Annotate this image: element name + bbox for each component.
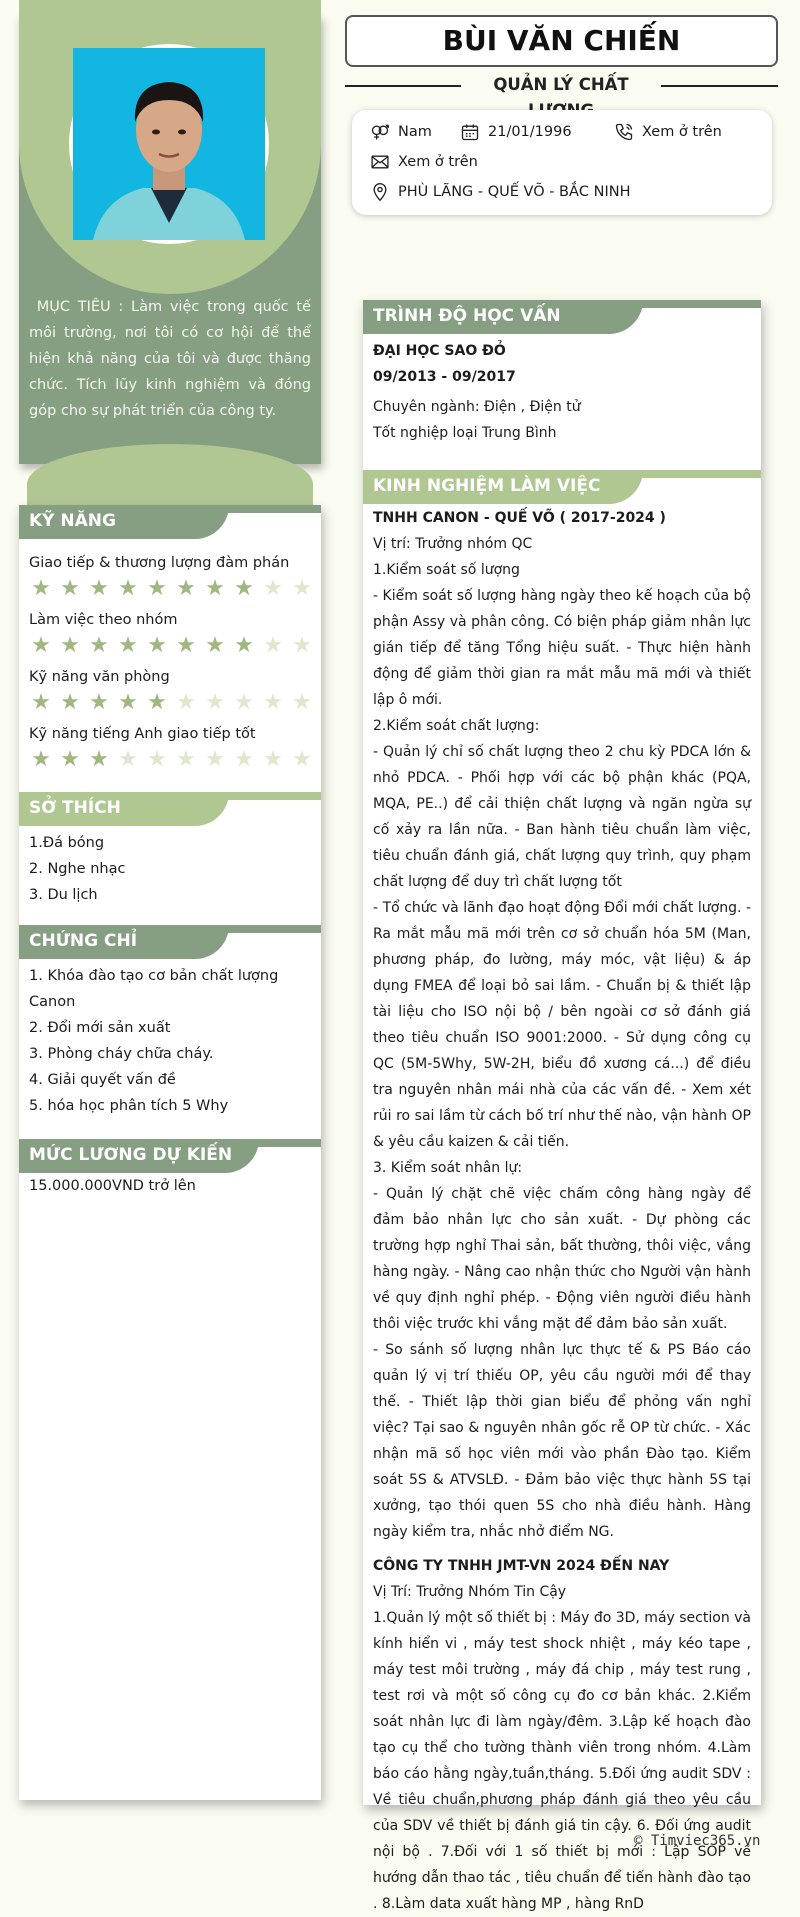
- job-title: QUẢN LÝ CHẤT: [461, 72, 661, 124]
- skill-label: Kỹ năng văn phòng: [29, 669, 170, 685]
- job-paragraph: - Quản lý chỉ số chất lượng theo 2 chu kỳ PDCA lớn & nhỏ PDCA. - Phối hợp với các bộ phận khác (PQA, MQA, PE..) để cải thiện chất lượng và ngăn ngừa sự cố xảy ra lần nữa. - Ban hành tiêu chuẩn làm việc, tiêu chuẩn đánh giá, chất lượng quy trình, quy phạm chất lượng để duy trì chất lượng tốt: [373, 744, 751, 890]
- star-icon: ★: [31, 633, 51, 658]
- contact-email: [370, 152, 478, 172]
- footer-watermark: © Timviec365.vn: [634, 1833, 761, 1849]
- star-icon: ★: [31, 690, 51, 715]
- job-position: Vị Trí: Trưởng Nhóm Tin Cậy: [373, 1584, 567, 1600]
- candidate-name: BÙI VĂN CHIẾN: [345, 15, 778, 67]
- star-icon: ★: [147, 690, 167, 715]
- star-icon: ★: [205, 633, 225, 658]
- education-period: 09/2013 - 09/2017: [373, 369, 516, 385]
- list-item: 5. hóa học phân tích 5 Why: [29, 1098, 229, 1114]
- star-icon: ★: [176, 690, 196, 715]
- skill-label: Kỹ năng tiếng Anh giao tiếp tốt: [29, 726, 256, 742]
- star-rating: [29, 634, 314, 658]
- gender-value: Nam: [398, 124, 432, 140]
- section-title: TRÌNH ĐỘ HỌC VẤN: [373, 306, 561, 326]
- job-paragraph: - Kiểm soát số lượng hàng ngày theo kế hoạch của bộ phận Assy và phân công. Có biện pháp giảm nhân lực gián tiếp để tăng Tổng hiệu suất. - Thực hiện hành động để giảm thời gian ra mắt mẫu mã mới và thiết lập ô mới.: [373, 588, 751, 708]
- job-paragraph: - Tổ chức và lãnh đạo hoạt động Đổi mới chất lượng. - Ra mắt mẫu mã mới trên cơ sở chuẩn hóa 5M (Man, phương pháp, đo lường, máy móc, vật liệu) & áp dụng FMEA để loại bỏ sai lầm. - Chuẩn bị & thiết lập tài liệu cho ISO nội bộ / bên ngoài cơ sở đánh giá theo tiêu chuẩn ISO 9001:2000. - Sử dụng công cụ QC (5M-5Why, 5W-2H, biểu đồ xương cá...) để điều tra nguyên nhân mái nhà của các vấn đề. - Xem xét rủi ro sai lầm từ cách bố trí như thế nào, vận hành OP & yêu cầu kaizen & cải tiến.: [373, 900, 751, 1150]
- certificates-list: [29, 963, 314, 1119]
- section-title: KINH NGHIỆM LÀM VIỆC: [373, 476, 601, 496]
- star-icon: ★: [292, 747, 312, 772]
- star-icon: ★: [234, 690, 254, 715]
- star-icon: ★: [60, 576, 80, 601]
- job-subheading: 2.Kiểm soát chất lượng:: [373, 718, 540, 734]
- job-company: CÔNG TY TNHH JMT-VN 2024 ĐẾN NAY: [373, 1558, 670, 1574]
- hobbies-header: [19, 792, 321, 826]
- star-icon: ★: [234, 576, 254, 601]
- star-icon: ★: [176, 633, 196, 658]
- star-icon: ★: [176, 576, 196, 601]
- star-icon: ★: [234, 633, 254, 658]
- skill-item: [29, 667, 314, 715]
- star-icon: ★: [147, 747, 167, 772]
- section-title: MỨC LƯƠNG DỰ KIẾN: [29, 1145, 233, 1165]
- star-icon: ★: [89, 747, 109, 772]
- star-icon: ★: [31, 576, 51, 601]
- address-value: PHÙ LÃNG - QUẾ VÕ - BẮC NINH: [398, 184, 631, 200]
- star-icon: ★: [263, 747, 283, 772]
- star-icon: ★: [205, 576, 225, 601]
- star-icon: ★: [60, 747, 80, 772]
- star-icon: ★: [263, 576, 283, 601]
- star-icon: ★: [118, 747, 138, 772]
- education-major: Chuyên ngành: Điện , Điện tử: [373, 399, 581, 415]
- mail-icon: [370, 152, 390, 172]
- list-item: 1.Đá bóng: [29, 835, 105, 851]
- star-icon: ★: [263, 633, 283, 658]
- star-icon: ★: [89, 690, 109, 715]
- list-item: 1. Khóa đào tạo cơ bản chất lượng Canon: [29, 968, 279, 1010]
- star-icon: ★: [118, 633, 138, 658]
- contact-gender: [370, 122, 432, 142]
- star-icon: ★: [118, 690, 138, 715]
- star-rating: [29, 691, 314, 715]
- star-icon: ★: [60, 633, 80, 658]
- contact-dob: [460, 122, 572, 142]
- salary-header: [19, 1139, 321, 1173]
- contact-phone: [614, 122, 722, 142]
- star-rating: [29, 748, 314, 772]
- phone-value: Xem ở trên: [642, 124, 722, 140]
- star-icon: ★: [147, 576, 167, 601]
- salary-value: 15.000.000VND trở lên: [29, 1178, 196, 1194]
- career-objective: MỤC TIÊU : Làm việc trong quốc tế môi trường, nơi tôi có cơ hội để thể hiện khả năng của tôi và được thăng chức. Tích lũy kinh nghiệm và đóng góp cho sự phát triển của công ty.: [29, 299, 316, 419]
- hobbies-list: [29, 830, 314, 908]
- contact-address: [370, 182, 631, 202]
- job-subheading: 3. Kiểm soát nhân lự:: [373, 1160, 523, 1176]
- job-paragraph: 1.Quản lý một số thiết bị : Máy đo 3D, máy section và kính hiển vi , máy test shock nhiệt , máy kéo tape , máy test môi trường , máy đá chip , máy test rung , test rơi và một số công cụ đo cơ bản khác. 2.Kiểm soát nhân lực đi làm ngày/đêm. 3.Lập kế hoạch đào tạo cụ thể cho tường thành viên trong nhóm. 4.Làm báo cáo hằng ngày,tuần,tháng. 5.Đối ứng audit SDV : Về tiêu chuẩn,phương pháp đánh giá theo yêu cầu của SDV về thiết bị đánh giá tin cậy. 6. Đối ứng audit nội bộ . 7.Đối với 1 số thiết bị mới : Lập SOP về hướng dẫn thao tác , tiêu chuẩn để tiến hành đào tạo . 8.Làm data xuất hàng MP , hàng RnD: [373, 1610, 751, 1912]
- experience-header: [363, 470, 761, 504]
- skill-item: [29, 724, 314, 772]
- star-icon: ★: [147, 633, 167, 658]
- star-icon: ★: [60, 690, 80, 715]
- profile-card: [19, 14, 321, 464]
- star-rating: [29, 577, 314, 601]
- list-item: 2. Nghe nhạc: [29, 861, 126, 877]
- education-grade: Tốt nghiệp loại Trung Bình: [373, 425, 557, 441]
- education-header: [363, 300, 761, 334]
- school-name: ĐẠI HỌC SAO ĐỎ: [373, 343, 506, 359]
- skill-label: Làm việc theo nhóm: [29, 612, 178, 628]
- avatar: [69, 44, 269, 244]
- star-icon: ★: [292, 576, 312, 601]
- star-icon: ★: [292, 633, 312, 658]
- section-title: KỸ NĂNG: [29, 511, 116, 531]
- star-icon: ★: [205, 690, 225, 715]
- star-icon: ★: [89, 576, 109, 601]
- star-icon: ★: [89, 633, 109, 658]
- dob-value: 21/01/1996: [488, 124, 572, 140]
- gender-icon: [370, 122, 390, 142]
- contact-card: [352, 110, 772, 215]
- section-title: SỞ THÍCH: [29, 798, 121, 818]
- star-icon: ★: [263, 690, 283, 715]
- certificates-header: [19, 925, 321, 959]
- list-item: 3. Phòng cháy chữa cháy.: [29, 1046, 214, 1062]
- skill-label: Giao tiếp & thương lượng đàm phán: [29, 555, 290, 571]
- location-pin-icon: [370, 182, 390, 202]
- job-paragraph: - So sánh số lượng nhân lực thực tế & PS Báo cáo quản lý vị trí thiếu OP, yêu cầu người mới để thay thế. - Thiết lập thời gian biểu để phỏng vấn nghỉ việc? Tại sao & nguyên nhân gốc rễ OP từ chức. - Xác nhận mã số học viên mới vào phần Đào tạo. Kiểm soát 5S & ATVSLĐ. - Đảm bảo việc thực hành 5S tại xưởng, tạo thói quen 5S cho nhà điều hành. Hàng ngày kiểm tra, nhắc nhở điểm NG.: [373, 1342, 751, 1540]
- list-item: 2. Đổi mới sản xuất: [29, 1020, 171, 1036]
- experience-content: [373, 505, 751, 1917]
- star-icon: ★: [118, 576, 138, 601]
- star-icon: ★: [31, 747, 51, 772]
- list-item: 4. Giải quyết vấn đề: [29, 1072, 176, 1088]
- job-subheading: 1.Kiểm soát số lượng: [373, 562, 520, 578]
- job-company: TNHH CANON - QUẾ VÕ ( 2017-2024 ): [373, 510, 666, 526]
- email-value: Xem ở trên: [398, 154, 478, 170]
- left-panel: [19, 505, 321, 1800]
- section-title: CHỨNG CHỈ: [29, 931, 138, 951]
- phone-icon: [614, 122, 634, 142]
- star-icon: ★: [292, 690, 312, 715]
- star-icon: ★: [234, 747, 254, 772]
- calendar-icon: [460, 122, 480, 142]
- star-icon: ★: [205, 747, 225, 772]
- skill-item: [29, 553, 314, 601]
- skills-header: [19, 505, 321, 539]
- list-item: 3. Du lịch: [29, 887, 98, 903]
- star-icon: ★: [176, 747, 196, 772]
- job-position: Vị trí: Trưởng nhóm QC: [373, 536, 533, 552]
- job-paragraph: - Quản lý chặt chẽ việc chấm công hàng ngày để đảm bảo nhân lực cho sản xuất. - Dự phòng các trường hợp nghỉ Thai sản, bất thường, thôi việc, vắng hàng ngày. - Nâng cao nhận thức cho Người vận hành về quy định nghỉ phép. - Động viên người điều hành thôi việc trước khi vắng mặt để đảm bảo sản xuất.: [373, 1186, 751, 1332]
- skill-item: [29, 610, 314, 658]
- education-content: [373, 338, 751, 446]
